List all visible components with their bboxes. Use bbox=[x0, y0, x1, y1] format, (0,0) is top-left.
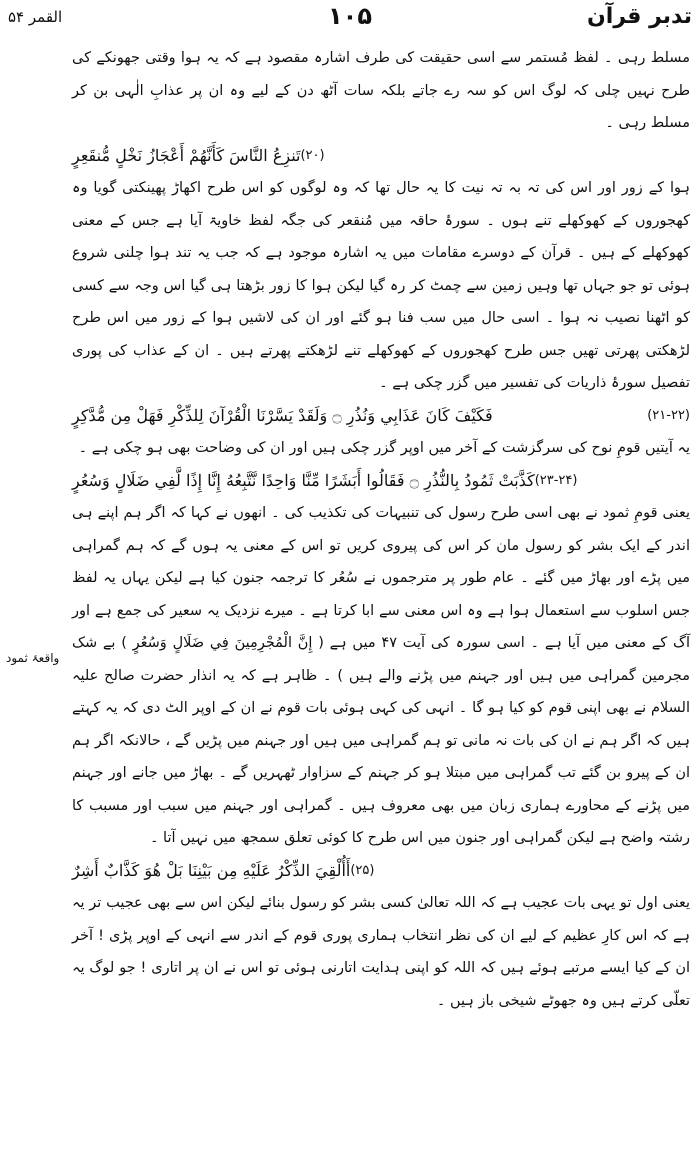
ayah-line bbox=[72, 400, 690, 433]
page-header bbox=[0, 0, 700, 40]
ayah-line bbox=[72, 465, 690, 498]
verse-reference: (۲۱-۲۲) bbox=[647, 408, 690, 424]
surah-name: القمر ۵۴ bbox=[8, 8, 63, 26]
ayah-line bbox=[72, 140, 690, 173]
commentary-paragraph: ہوا کے زور اور اس کی تہ بہ تہ نیت کا یہ حال تھا کہ وہ لوگوں کو اس طرح اکھاڑ پھینکتی گویا وہ کھجوروں کے کھوکھلے تنے ہوں ۔ سورۂ حاقہ میں مُنقعر کی جگہ لفظ خاویۃ آیا ہے جس کے معنی کھوکھلے کے ہیں ۔ قرآن کے دوسرے مقامات میں یہ اشارہ موجود ہے کہ جب یہ تند ہوا چلنی شروع ہوئی تو جو جہاں تھا وہیں زمین سے چمٹ کر رہ گیا لیکن ہوا کا زور بڑھتا ہی گیا اس وجہ سے کسی کو اٹھنا نصیب نہ ہوا ۔ اسی حال میں سب فنا ہو گئے اور ان کی لاشیں ہوا کے زور میں اس طرح لڑھکتی پھرتی تھیں جس طرح کھجوروں کے کھوکھلے تنے لڑھکتے پھرتے ہیں ۔ ان کے عذاب کی پوری تفصیل سورۂ ذاریات کی تفسیر میں گزر چکی ہے ۔ bbox=[72, 180, 690, 391]
verse-reference: (۲۰) bbox=[300, 148, 325, 164]
page-body bbox=[72, 42, 690, 1017]
book-title: تدبر قرآن bbox=[587, 4, 692, 29]
verse-reference: (۲۳-۲۴) bbox=[534, 473, 578, 489]
commentary-paragraph: یہ آیتیں قومِ نوح کی سرگزشت کے آخر میں اوپر گزر چکی ہیں اور ان کی وضاحت بھی ہو چکی ہے ۔ bbox=[78, 440, 690, 456]
quran-verse: كَذَّبَتْ ثَمُودُ بِالنُّذُرِ ۝ فَقَالُوا أَبَشَرًا مِّنَّا وَاحِدًا نَّتَّبِعُهُ إِنَّا إِذًا لَّفِي ضَلَالٍ وَسُعُرٍ bbox=[72, 470, 535, 490]
ayah-line bbox=[72, 855, 690, 888]
page-number: ۱۰۵ bbox=[328, 2, 372, 30]
quran-verse: فَكَيْفَ كَانَ عَذَابِي وَنُذُرِ ۝ وَلَقَدْ يَسَّرْنَا الْقُرْآنَ لِلذِّكْرِ فَهَلْ مِن مُّدَّكِرٍ bbox=[72, 405, 493, 425]
commentary-paragraph: یعنی قومِ ثمود نے بھی اسی طرح رسول کی تنبیہات کی تکذیب کی ۔ انھوں نے کہا کہ اگر ہم اپنے ہی اندر کے ایک بشر کو رسول مان کر اس کی پیروی کریں تو اس کے معنی یہ ہوں گے کہ ہم گمراہی میں پڑے اور بھاڑ میں گئے ۔ عام طور پر مترجموں نے سُعُر کا ترجمہ جنون کیا ہے لیکن یہاں یہ لفظ جس اسلوب سے استعمال ہوا ہے وہ اس معنی سے ابا کرتا ہے ۔ میرے نزدیک یہ سعیر کی جمع ہے اور آگ کے معنی میں آیا ہے ۔ اسی سورہ کی آیت ۴۷ میں ہے ( إِنَّ الْمُجْرِمِينَ فِي ضَلَالٍ وَسُعُرٍ ) بے شک مجرمین گمراہی میں ہیں اور جہنم میں پڑنے والے ہیں ) ۔ ظاہر ہے کہ یہ انذار حضرت صالح علیہ السلام نے بھی اپنی قوم کو کیا ہو گا ۔ انہی کی کہی ہوئی بات قوم نے ان کے اوپر الٹ دی کہ یہ کہتے ہیں کہ اگر ہم نے ان کی بات نہ مانی تو ہم گمراہی میں ہیں اور جہنم میں پڑیں گے ، حالانکہ اگر ہم ان کے پیرو بن گئے تب گمراہی میں مبتلا ہو کر جہنم کے سزاوار ٹھہریں گے ۔ بھاڑ میں جانے اور جہنم میں پڑنے کے محاورے ہماری زبان میں بھی معروف ہیں ۔ گمراہی اور جہنم میں سبب اور مسبب کا رشتہ واضح ہے لیکن گمراہی اور جنون میں اس طرح کا کوئی تعلق سمجھ میں نہیں آتا ۔ bbox=[72, 505, 690, 846]
commentary-paragraph: مسلط رہی ۔ لفظ مُستمر سے اسی حقیقت کی طرف اشارہ مقصود ہے کہ یہ ہوا وقتی جھونکے کی طرح نہیں چلی کہ لوگ اس کو سہ رے جاتے بلکہ سات آٹھ دن کے لیے وہ ان پر عذابِ الٰہی بن کر مسلط رہی ۔ bbox=[72, 50, 690, 131]
verse-reference: (۲۵) bbox=[350, 863, 375, 879]
commentary-paragraph: یعنی اول تو یہی بات عجیب ہے کہ اللہ تعالیٰ کسی بشر کو رسول بنائے لیکن اس سے بھی عجیب تر یہ ہے کہ اس کارِ عظیم کے لیے ان کی نظر انتخاب ہماری پوری قوم کے اندر سے انہی کے اوپر پڑی ! آخر ان کے کیا ایسے مرتبے ہوئے ہیں کہ اللہ کو اپنی ہدایت اتارنی ہوئی تو اس نے ان پر اتاری ! جو لوگ یہ تعلّی کرتے ہیں وہ جھوٹے شیخی باز ہیں ۔ bbox=[72, 895, 690, 1009]
quran-verse: أَأُلْقِيَ الذِّكْرُ عَلَيْهِ مِن بَيْنِنَا بَلْ هُوَ كَذَّابٌ أَشِرٌ bbox=[72, 860, 351, 880]
margin-note: واقعۂ ثمود bbox=[6, 651, 60, 665]
quran-verse: تَنزِعُ النَّاسَ كَأَنَّهُمْ أَعْجَازُ نَخْلٍ مُّنقَعِرٍ bbox=[72, 145, 301, 165]
